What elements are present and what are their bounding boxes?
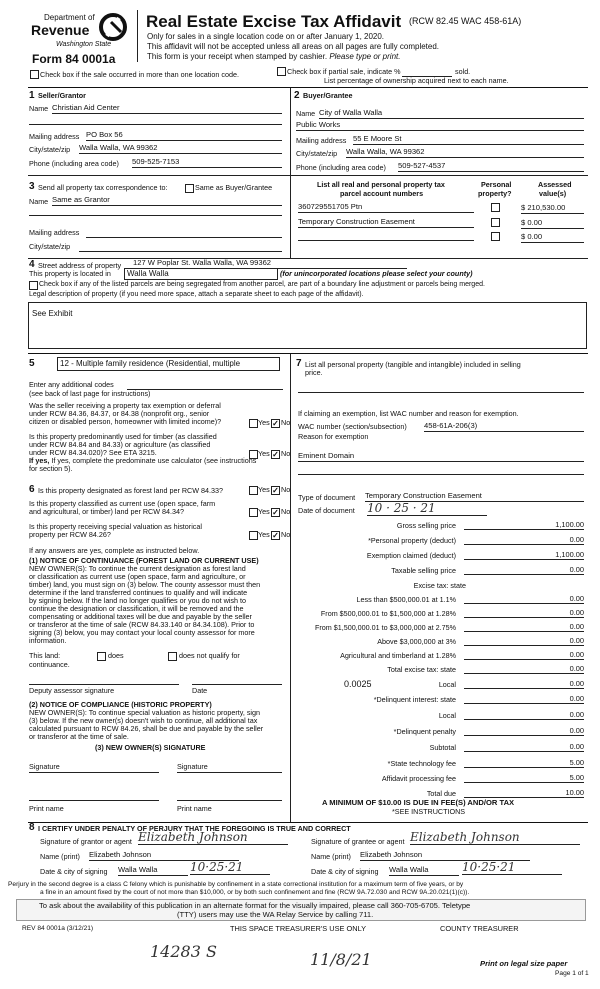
section3-city-field[interactable] <box>79 251 282 252</box>
access-line1: To ask about the availability of this publication in an alternate format for the visually impaired, please call 360-705-6705. Teletype <box>39 901 471 910</box>
notice1-title: (1) NOTICE OF CONTINUANCE (FOREST LAND OR CURRENT USE) <box>29 556 259 565</box>
q2-line3: under RCW 84.34.020)? See ETA 3215. <box>29 448 157 457</box>
street-field[interactable]: 127 W Poplar St. Walla Walla, WA 99362 <box>133 259 407 269</box>
partial-sale-label: Check box if partial sale, indicate % <box>287 67 401 76</box>
seller-city-field[interactable]: Walla Walla, WA 99362 <box>79 144 282 154</box>
section7-num: 7 <box>296 358 302 369</box>
parcel-personal1: Personal <box>481 180 512 189</box>
handwritten-receipt-number: 14283 S <box>150 942 217 961</box>
doc-date-label: Date of document <box>298 506 355 515</box>
seller-num: 1 <box>29 90 35 101</box>
tax-label-delinq-int: *Delinquent interest: state <box>373 695 456 704</box>
s6-q2-line2: and agricultural, or timber) land per RCW 84.34? <box>29 507 185 516</box>
seller-mailing-label: Mailing address <box>29 132 80 141</box>
county-treasurer: COUNTY TREASURER <box>440 924 519 933</box>
tax-value-tier1[interactable]: 0.00 <box>464 595 584 604</box>
form-title: Real Estate Excise Tax Affidavit <box>146 12 402 31</box>
legal-paper-note: Print on legal size paper <box>480 959 568 968</box>
tax-value-processing-fee[interactable]: 5.00 <box>464 774 584 783</box>
section3-name-field[interactable]: Same as Grantor <box>52 196 282 206</box>
notice2-title: (2) NOTICE OF COMPLIANCE (HISTORIC PROPERTY) <box>29 700 212 709</box>
seller-name-label: Name <box>29 104 49 113</box>
q1-line3: citizen or disabled person, homeowner with limited income)? <box>29 417 222 426</box>
q1-no-checkbox[interactable]: ✓ <box>272 419 279 428</box>
notice1-line5: continue the designation or classification, it will be removed and the <box>29 604 244 613</box>
s6-q3-yes-label: Yes <box>258 530 270 539</box>
form-rcw: (RCW 82.45 WAC 458-61A) <box>409 16 522 26</box>
buyer-mailing-field[interactable]: 55 E Moore St <box>353 135 584 145</box>
wac-label: WAC number (section/subsection) <box>298 422 407 431</box>
parcel-assessed1: Assessed <box>538 180 572 189</box>
tax-label-local: Local <box>438 680 456 689</box>
grantee-signature-field[interactable]: Elizabeth Johnson <box>410 830 580 845</box>
section3-mailing-field[interactable] <box>86 237 282 238</box>
notice1-line1: or classification as current use (open space, farm and agriculture, or <box>29 572 246 581</box>
header-sub3: This form is your receipt when stamped by cashier. Please type or print. <box>147 52 401 61</box>
this-land-label: This land: <box>29 651 61 660</box>
deputy-date-label: Date <box>192 686 208 695</box>
s6-q2-yes-checkbox[interactable] <box>249 508 258 517</box>
land-does-not-checkbox[interactable] <box>168 652 177 661</box>
parcel-row1-number[interactable]: 360729551705 Ptn <box>298 203 474 213</box>
buyer-city-field[interactable]: Walla Walla, WA 99362 <box>346 148 584 158</box>
legal-label: Legal description of property (if you need more space, attach a separate sheet to each page of the affidavit). <box>29 291 364 298</box>
section4-num: 4 <box>29 259 35 270</box>
tax-value-local[interactable]: 0.00 <box>464 680 584 689</box>
grantor-date-city-label: Date & city of signing <box>40 867 108 876</box>
tax-value-gross[interactable]: 1,100.00 <box>464 521 584 530</box>
section7-text2: price. <box>305 368 323 377</box>
tax-label-tech-fee: *State technology fee <box>387 759 456 768</box>
s6-q1: Is this property designated as forest land per RCW 84.33? <box>38 486 223 495</box>
boundary-label: Check box if any of the listed parcels are being segregated from another parcel, are part of a boundary line adjustment or parcels being merged. <box>39 281 485 288</box>
tax-value-delinq-int[interactable]: 0.00 <box>464 695 584 704</box>
s6-if-yes: If any answers are yes, complete as instructed below. <box>29 546 200 555</box>
notice1-line2: timber) land, you must sign on (3) below. The county assessor must then <box>29 580 261 589</box>
tax-value-total-due[interactable]: 10.00 <box>464 789 584 798</box>
seller-name-field[interactable]: Christian Aid Center <box>52 104 282 114</box>
doc-type-field[interactable]: Temporary Construction Easement <box>365 492 584 502</box>
tax-label-agri: Agricultural and timberland at 1.28% <box>340 651 456 660</box>
dor-logo-icon <box>99 10 127 44</box>
buyer-name-field[interactable]: City of Walla Walla <box>319 109 584 119</box>
s6-q3-no-checkbox[interactable]: ✓ <box>272 531 279 540</box>
notice1-line9: information. <box>29 636 67 645</box>
tax-value-tier2[interactable]: 0.00 <box>464 609 584 618</box>
dept-line1: Department of <box>44 13 95 22</box>
owner-print-label-1: Print name <box>29 804 64 813</box>
doc-type-label: Type of document <box>298 493 356 502</box>
street-label: Street address of property <box>38 261 122 270</box>
tax-label-tier1: Less than $500,000.01 at 1.1% <box>356 595 456 604</box>
continuance-label: continuance. <box>29 660 70 669</box>
legal-description-field[interactable] <box>28 302 587 349</box>
s6-q3-line1: Is this property receiving special valuation as historical <box>29 522 202 531</box>
s6-q3-no-label: No <box>281 530 291 539</box>
seller-heading: Seller/Grantor <box>38 91 86 100</box>
reason-field-line2[interactable] <box>298 474 584 475</box>
s6-q2-line1: Is this property classified as current use (open space, farm <box>29 499 216 508</box>
s6-q2-yes-label: Yes <box>258 507 270 516</box>
tax-value-personal[interactable]: 0.00 <box>464 536 584 545</box>
partial-sold-label: sold. <box>455 67 471 76</box>
tax-value-tech-fee[interactable]: 5.00 <box>464 759 584 768</box>
s6-q1-no-checkbox[interactable]: ✓ <box>272 486 279 495</box>
header-sub1: Only for sales in a single location code on or after January 1, 2020. <box>147 32 385 41</box>
notice2-line0: NEW OWNER(S): To continue special valuation as historic property, sign <box>29 708 261 717</box>
notice1-line4: by signing below. If the land no longer qualifies or you do not wish to <box>29 596 246 605</box>
parcel-row1-value[interactable]: $ 210,530.00 <box>521 204 584 214</box>
owner-signature-label-1: Signature <box>29 762 60 771</box>
grantee-name-label: Name (print) <box>311 852 351 861</box>
buyer-name2-field[interactable]: Public Works <box>296 121 584 131</box>
tax-label-personal: *Personal property (deduct) <box>368 536 456 545</box>
tax-label-tier3: From $1,500,000.01 to $3,000,000 at 2.75% <box>314 623 456 632</box>
tax-value-penalty[interactable]: 0.00 <box>464 727 584 736</box>
grantee-city-field[interactable]: Walla Walla <box>389 866 459 876</box>
seller-phone-field[interactable]: 509-525-7153 <box>132 158 282 168</box>
q1-yes-checkbox[interactable] <box>249 419 258 428</box>
tax-value-agri[interactable]: 0.00 <box>464 651 584 660</box>
certify-text: I CERTIFY UNDER PENALTY OF PERJURY THAT THE FOREGOING IS TRUE AND CORRECT <box>38 824 351 833</box>
s6-q2-no-checkbox[interactable]: ✓ <box>272 508 279 517</box>
parcel-row1-personal-checkbox[interactable] <box>491 203 500 212</box>
parcel-header1: List all real and personal property tax <box>317 180 445 189</box>
treasurer-use: THIS SPACE TREASURER'S USE ONLY <box>230 924 367 933</box>
tax-label-total-due: Total due <box>426 789 456 798</box>
same-as-buyer-label: Same as Buyer/Grantee <box>195 183 273 192</box>
owner-signature-field-2[interactable] <box>177 772 282 773</box>
q2-line2: under RCW 84.84 and 84.33) or agriculture (as classified <box>29 440 211 449</box>
s6-q2-no-label: No <box>281 507 291 516</box>
section6-num: 6 <box>29 484 35 495</box>
q1-line1: Was the seller receiving a property tax exemption or deferral <box>29 401 221 410</box>
owner-print-field-1[interactable] <box>29 800 159 801</box>
grantor-date-field[interactable]: 10·25·21 <box>190 860 270 875</box>
grantor-signature-field[interactable]: Elizabeth Johnson <box>138 830 288 845</box>
buyer-city-label: City/state/zip <box>296 149 338 158</box>
multi-location-label: Check box if the sale occurred in more than one location code. <box>40 70 239 79</box>
q2-line1: Is this property predominantly used for timber (as classified <box>29 432 217 441</box>
owner-signature-field-1[interactable] <box>29 772 159 773</box>
parcel-row3-number[interactable] <box>298 232 474 241</box>
tax-label-exemption: Exemption claimed (deduct) <box>366 551 456 560</box>
notice1-line7: or transferor at the time of sale (RCW 84.33.140 or 84.34.108). Prior to <box>29 620 255 629</box>
tax-value-total-state[interactable]: 0.00 <box>464 665 584 674</box>
q1-no-label: No <box>281 418 291 427</box>
buyer-phone-field[interactable]: 509-527-4537 <box>398 162 584 172</box>
deputy-sig-label: Deputy assessor signature <box>29 686 115 695</box>
form-number: Form 84 0001a <box>32 52 116 66</box>
codes-label: Enter any additional codes <box>29 380 114 389</box>
grantor-name-label: Name (print) <box>40 852 80 861</box>
land-does-label: does <box>108 651 124 660</box>
parcel-row2-number[interactable]: Temporary Construction Easement <box>298 218 474 228</box>
q1-yes-label: Yes <box>258 418 270 427</box>
q2-no-checkbox[interactable]: ✓ <box>272 450 279 459</box>
buyer-phone-label: Phone (including area code) <box>296 163 386 172</box>
s6-q1-yes-label: Yes <box>258 485 270 494</box>
access-line2: (TTY) users may use the WA Relay Service by calling 711. <box>177 910 374 919</box>
minimum-due: A MINIMUM OF $10.00 IS DUE IN FEE(S) AND/OR TAX <box>322 798 515 807</box>
notice2-line2: calculated pursuant to RCW 84.26, shall be due and payable by the seller <box>29 724 264 733</box>
notice3-title: (3) NEW OWNER(S) SIGNATURE <box>95 743 206 752</box>
tax-label-tier2: From $500,000.01 to $1,500,000 at 1.28% <box>320 609 456 618</box>
perjury-line2: a fine in an amount fixed by the court of not more than $10,000, or by both such confinement and fine (RCW 9A.72.030 and RCW 9A.20.021(1)(c)). <box>40 889 470 896</box>
reason-field[interactable]: Eminent Domain <box>298 452 584 462</box>
exempt-label: If claiming an exemption, list WAC number and reason for exemption. <box>298 409 519 418</box>
tax-label-processing-fee: Affidavit processing fee <box>381 774 456 783</box>
section7-text1: List all personal property (tangible and intangible) included in selling <box>305 360 521 369</box>
notice1-line3: determine if the land transferred continues to qualify and will indicate <box>29 588 248 597</box>
notice2-line1: (3) below. If the new owner(s) doesn't wish to continue, all additional tax <box>29 716 258 725</box>
grantor-city-field[interactable]: Walla Walla <box>118 866 188 876</box>
section5-num: 5 <box>29 358 35 369</box>
uninc-note: (for unincorporated locations please select your county) <box>280 269 473 278</box>
s6-q1-no-label: No <box>281 485 291 494</box>
same-as-buyer-checkbox[interactable] <box>185 184 194 193</box>
land-use-value: 12 - Multiple family residence (Residential, multiple <box>60 359 241 368</box>
seller-city-label: City/state/zip <box>29 145 71 154</box>
boundary-checkbox[interactable] <box>29 281 38 290</box>
s6-q3-line2: property per RCW 84.26? <box>29 530 111 539</box>
doc-date-field[interactable]: 10 · 25 · 21 <box>367 501 487 516</box>
notice2-line3: or transferor at the time of sale. <box>29 732 129 741</box>
parcel-row2-value[interactable]: $ 0.00 <box>521 219 584 229</box>
personal-property-field[interactable] <box>298 392 584 393</box>
q2-line5: for section 5). <box>29 464 73 473</box>
q2-no-label: No <box>281 449 291 458</box>
tax-label-subtotal: Subtotal <box>429 743 456 752</box>
dept-line3: Washington State <box>56 41 112 48</box>
dept-line2: Revenue <box>31 22 90 38</box>
owner-print-field-2[interactable] <box>177 800 282 801</box>
section8-num: 8 <box>29 822 35 833</box>
tax-value-taxable[interactable]: 0.00 <box>464 566 584 575</box>
tax-value-subtotal[interactable]: 0.00 <box>464 743 584 752</box>
partial-list-pct: List percentage of ownership acquired next to each name. <box>324 76 509 85</box>
local-rate: 0.0025 <box>344 679 372 689</box>
grantee-sig-label: Signature of grantee or agent <box>311 837 405 846</box>
header <box>0 0 600 88</box>
deputy-date-field[interactable] <box>192 684 282 685</box>
tax-value-exemption[interactable]: 1,100.00 <box>464 551 584 560</box>
tax-label-excise-state: Excise tax: state <box>413 581 466 590</box>
land-use-select[interactable] <box>57 357 280 371</box>
parcel-assessed2: value(s) <box>539 189 567 198</box>
parcel-header2: parcel account numbers <box>340 189 424 198</box>
parcel-row3-personal-checkbox[interactable] <box>491 232 500 241</box>
tax-label-total-state: Total excise tax: state <box>387 665 456 674</box>
grantor-name-field[interactable]: Elizabeth Johnson <box>89 851 239 861</box>
section3-mailing-label: Mailing address <box>29 228 80 237</box>
wac-field[interactable]: 458-61A-206(3) <box>424 422 584 432</box>
partial-sale-checkbox[interactable] <box>277 67 286 76</box>
notice1-line0: NEW OWNER(S): To continue the current designation as forest land <box>29 564 246 573</box>
located-label: This property is located in <box>29 269 111 278</box>
see-instructions: *SEE INSTRUCTIONS <box>392 807 466 816</box>
tax-label-tier4: Above $3,000,000 at 3% <box>377 637 456 646</box>
accessibility-box <box>16 899 586 921</box>
section3-num: 3 <box>29 181 35 192</box>
owner-print-label-2: Print name <box>177 804 212 813</box>
legal-description-value: See Exhibit <box>32 309 73 318</box>
section3-name-label: Name <box>29 197 49 206</box>
multi-location-checkbox[interactable] <box>30 70 39 79</box>
tax-value-tier4[interactable]: 0.00 <box>464 637 584 646</box>
tax-label-delinq-local: Local <box>438 711 456 720</box>
buyer-heading: Buyer/Grantee <box>303 91 353 100</box>
grantee-name-field[interactable]: Elizabeth Johnson <box>360 851 530 861</box>
page-number: Page 1 of 1 <box>555 970 589 977</box>
land-does-not-label: does not qualify for <box>179 651 240 660</box>
header-sub2: This affidavit will not be accepted unless all areas on all pages are fully completed. <box>147 42 440 51</box>
q2-line4: If yes, If yes, complete the predominate use calculator (see instructions <box>29 456 257 465</box>
tax-value-delinq-local[interactable]: 0.00 <box>464 711 584 720</box>
buyer-name-label: Name <box>296 109 316 118</box>
section3-text: Send all property tax correspondence to: <box>38 183 168 192</box>
tax-value-tier3[interactable]: 0.00 <box>464 623 584 632</box>
s6-q1-yes-checkbox[interactable] <box>249 486 258 495</box>
buyer-mailing-label: Mailing address <box>296 136 347 145</box>
codes-note: (see back of last page for instructions) <box>29 389 151 398</box>
parcel-row2-personal-checkbox[interactable] <box>491 218 500 227</box>
notice1-line8: signing (3) below, you may contact your local county assessor for more <box>29 628 255 637</box>
reason-label: Reason for exemption <box>298 432 369 441</box>
buyer-num: 2 <box>294 90 300 101</box>
rev-number: REV 84 0001a (3/12/21) <box>22 925 94 932</box>
q2-yes-label: Yes <box>258 449 270 458</box>
grantor-sig-label: Signature of grantor or agent <box>40 837 132 846</box>
tax-table <box>296 520 586 800</box>
seller-mailing-field[interactable]: PO Box 56 <box>86 131 282 141</box>
s6-q3-yes-checkbox[interactable] <box>249 531 258 540</box>
tax-label-taxable: Taxable selling price <box>391 566 456 575</box>
owner-signature-label-2: Signature <box>177 762 208 771</box>
notice1-line6: compensating or additional taxes will be due and payable by the seller <box>29 612 252 621</box>
parcel-row3-value[interactable]: $ 0.00 <box>521 233 584 243</box>
perjury-line1: Perjury in the second degree is a class C felony which is punishable by confinement in a state correctional institution for a maximum term of five years, or by <box>8 881 464 888</box>
deputy-signature-field[interactable] <box>29 684 179 685</box>
land-does-checkbox[interactable] <box>97 652 106 661</box>
seller-phone-label: Phone (including area code) <box>29 159 119 168</box>
handwritten-date: 11/8/21 <box>310 950 372 969</box>
grantee-date-field[interactable]: 10·25·21 <box>462 860 562 875</box>
located-select[interactable] <box>124 268 278 280</box>
grantee-date-city-label: Date & city of signing <box>311 867 379 876</box>
q1-line2: under RCW 84.36, 84.37, or 84.38 (nonprofit org., senior <box>29 409 210 418</box>
located-select-value: Walla Walla <box>127 269 169 278</box>
tax-label-penalty: *Delinquent penalty <box>393 727 456 736</box>
section3-city-label: City/state/zip <box>29 242 71 251</box>
tax-label-gross: Gross selling price <box>396 521 456 530</box>
parcel-personal2: property? <box>478 189 512 198</box>
